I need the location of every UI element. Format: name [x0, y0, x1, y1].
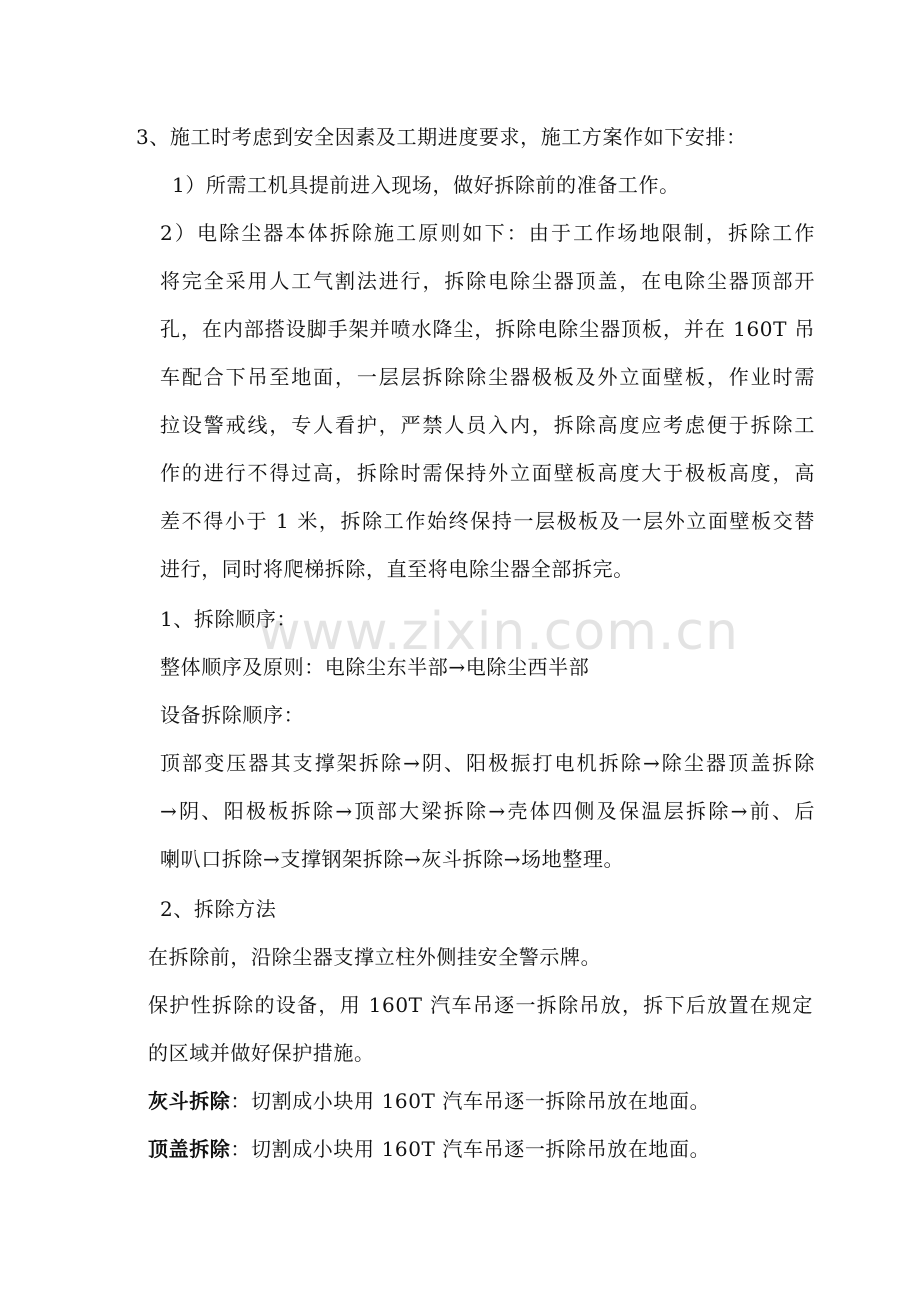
ash-hopper-removal [148, 1087, 710, 1115]
equipment-order-line-1: 顶部变压器其支撑架拆除→阴、阳极振打电机拆除→除尘器顶盖拆除 [160, 751, 815, 775]
equipment-order-line-2: →阴、阳极板拆除→顶部大梁拆除→壳体四侧及保温层拆除→前、后 [160, 799, 815, 823]
ash-hopper-text: ：切割成小块用 160T 汽车吊逐一拆除吊放在地面。 [230, 1089, 711, 1113]
top-cover-text: ：切割成小块用 160T 汽车吊逐一拆除吊放在地面。 [230, 1137, 711, 1161]
equipment-order-line-3: 喇叭口拆除→支撑钢架拆除→灰斗拆除→场地整理。 [160, 847, 625, 871]
section-heading: 3、施工时考虑到安全因素及工期进度要求，施工方案作如下安排： [136, 125, 747, 149]
paragraph-item-2-line-4: 车配合下吊至地面，一层层拆除除尘器极板及外立面壁板，作业时需 [160, 365, 815, 389]
protective-removal-line-1: 保护性拆除的设备，用 160T 汽车吊逐一拆除吊放，拆下后放置在规定 [148, 993, 813, 1017]
paragraph-item-2-line-3: 孔，在内部搭设脚手架并喷水降尘，拆除电除尘器顶板，并在 160T 吊 [160, 317, 815, 341]
paragraph-item-2-line-2: 将完全采用人工气割法进行，拆除电除尘器顶盖，在电除尘器顶部开 [160, 269, 815, 293]
warning-sign-paragraph: 在拆除前，沿除尘器支撑立柱外侧挂安全警示牌。 [148, 945, 602, 969]
paragraph-item-2-line-7: 差不得小于 1 米，拆除工作始终保持一层极板及一层外立面壁板交替 [160, 509, 815, 533]
paragraph-item-1: 1）所需工机具提前进入现场，做好拆除前的准备工作。 [172, 173, 680, 197]
watermark: www.zixin.com.cn [258, 602, 739, 662]
paragraph-item-2-line-1: 2）电除尘器本体拆除施工原则如下：由于工作场地限制，拆除工作 [160, 221, 815, 245]
top-cover-label: 顶盖拆除 [148, 1137, 231, 1161]
paragraph-item-2-line-6: 作的进行不得过高，拆除时需保持外立面壁板高度大于极板高度，高 [160, 461, 815, 485]
overall-order: 整体顺序及原则：电除尘东半部→电除尘西半部 [160, 655, 590, 679]
section-1-title: 1、拆除顺序： [160, 607, 297, 631]
ash-hopper-label: 灰斗拆除 [148, 1089, 231, 1113]
protective-removal-line-2: 的区域并做好保护措施。 [148, 1041, 375, 1065]
paragraph-item-2-line-5: 拉设警戒线，专人看护，严禁人员入内，拆除高度应考虑便于拆除工 [160, 413, 815, 437]
paragraph-item-2-line-8: 进行，同时将爬梯拆除，直至将电除尘器全部拆完。 [160, 557, 634, 581]
section-2-title: 2、拆除方法 [160, 897, 277, 921]
equipment-order-title: 设备拆除顺序： [160, 703, 305, 727]
top-cover-removal [148, 1135, 710, 1163]
